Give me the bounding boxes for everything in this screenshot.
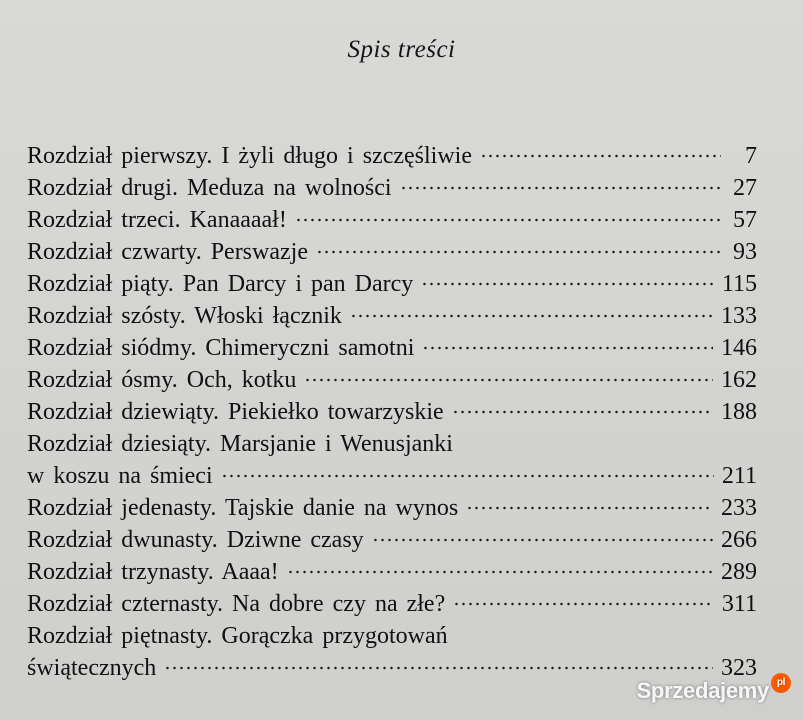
toc-entry bbox=[27, 332, 757, 364]
dot-leader bbox=[164, 666, 713, 670]
toc-entry bbox=[27, 556, 757, 588]
toc-entry-line bbox=[27, 396, 757, 428]
dot-leader bbox=[295, 218, 721, 222]
toc-entry-title: Rozdział ósmy. Och, kotku bbox=[27, 367, 297, 393]
toc-entry-title: Rozdział piętnasty. Gorączka przygotowań bbox=[27, 623, 448, 649]
dot-leader bbox=[304, 378, 713, 382]
toc-page-number: 162 bbox=[721, 367, 757, 393]
watermark-text: Sprzedajemy bbox=[636, 678, 769, 703]
toc-entry bbox=[27, 428, 757, 492]
toc-entry-line bbox=[27, 300, 757, 332]
toc-entry-title: Rozdział dwunasty. Dziwne czasy bbox=[27, 527, 364, 553]
toc-entry bbox=[27, 492, 757, 524]
toc-entry-title: Rozdział trzeci. Kanaaaał! bbox=[27, 207, 287, 233]
toc-entry-line bbox=[27, 428, 757, 460]
toc-entry-line bbox=[27, 460, 757, 492]
toc-entry-line bbox=[27, 492, 757, 524]
dot-leader bbox=[452, 410, 713, 414]
toc-page-number: 233 bbox=[721, 495, 757, 521]
table-of-contents bbox=[27, 140, 757, 684]
watermark bbox=[637, 678, 791, 704]
toc-entry-title: Rozdział jedenasty. Tajskie danie na wynos bbox=[27, 495, 459, 521]
toc-entry-line bbox=[27, 556, 757, 588]
toc-entry-line bbox=[27, 332, 757, 364]
toc-entry-line bbox=[27, 236, 757, 268]
toc-entry-line bbox=[27, 140, 757, 172]
toc-entry bbox=[27, 236, 757, 268]
dot-leader bbox=[466, 506, 713, 510]
toc-entry bbox=[27, 364, 757, 396]
watermark-badge-icon: pl bbox=[771, 673, 791, 693]
toc-entry-title: Rozdział pierwszy. I żyli długo i szczęśliwie bbox=[27, 143, 472, 169]
toc-entry bbox=[27, 524, 757, 556]
toc-entry-line bbox=[27, 172, 757, 204]
dot-leader bbox=[372, 538, 713, 542]
toc-entry-line bbox=[27, 364, 757, 396]
dot-leader bbox=[421, 282, 714, 286]
toc-entry-line bbox=[27, 620, 757, 652]
toc-entry bbox=[27, 300, 757, 332]
toc-entry-line bbox=[27, 204, 757, 236]
dot-leader bbox=[453, 602, 714, 606]
dot-leader bbox=[400, 186, 721, 190]
toc-entry-title: Rozdział drugi. Meduza na wolności bbox=[27, 175, 392, 201]
toc-entry-title: w koszu na śmieci bbox=[27, 463, 213, 489]
toc-entry-title: Rozdział dziesiąty. Marsjanie i Wenusjanki bbox=[27, 431, 453, 457]
toc-entry bbox=[27, 204, 757, 236]
toc-page-number: 133 bbox=[721, 303, 757, 329]
toc-entry-title: Rozdział czternasty. Na dobre czy na złe? bbox=[27, 591, 446, 617]
toc-entry-title: Rozdział szósty. Włoski łącznik bbox=[27, 303, 342, 329]
toc-entry bbox=[27, 396, 757, 428]
toc-page-number: 27 bbox=[733, 175, 757, 201]
dot-leader bbox=[287, 570, 713, 574]
toc-entry-line bbox=[27, 524, 757, 556]
toc-entry-title: Rozdział dziewiąty. Piekiełko towarzyskie bbox=[27, 399, 444, 425]
dot-leader bbox=[422, 346, 713, 350]
toc-entry-line bbox=[27, 268, 757, 300]
toc-entry bbox=[27, 268, 757, 300]
toc-entry bbox=[27, 620, 757, 684]
toc-entry-title: Rozdział czwarty. Perswazje bbox=[27, 239, 308, 265]
dot-leader bbox=[316, 250, 721, 254]
toc-page-number: 289 bbox=[721, 559, 757, 585]
toc-page-number: 311 bbox=[721, 591, 757, 617]
toc-entry-title: świątecznych bbox=[27, 655, 157, 681]
toc-page-number: 266 bbox=[721, 527, 757, 553]
toc-page-number: 115 bbox=[721, 271, 757, 297]
toc-page-number: 93 bbox=[733, 239, 757, 265]
toc-page-number: 57 bbox=[733, 207, 757, 233]
toc-entry-title: Rozdział piąty. Pan Darcy i pan Darcy bbox=[27, 271, 414, 297]
toc-page-number: 146 bbox=[721, 335, 757, 361]
toc-entry bbox=[27, 588, 757, 620]
dot-leader bbox=[480, 154, 721, 158]
dot-leader bbox=[350, 314, 713, 318]
page-title: Spis treści bbox=[347, 36, 456, 63]
toc-page-number: 188 bbox=[721, 399, 757, 425]
toc-page-number: 211 bbox=[721, 463, 757, 489]
toc-entry-title: Rozdział trzynasty. Aaaa! bbox=[27, 559, 279, 585]
toc-page-number: 7 bbox=[745, 143, 757, 169]
toc-entry-line bbox=[27, 588, 757, 620]
toc-entry-title: Rozdział siódmy. Chimeryczni samotni bbox=[27, 335, 415, 361]
dot-leader bbox=[221, 474, 714, 478]
toc-entry bbox=[27, 140, 757, 172]
toc-entry bbox=[27, 172, 757, 204]
toc-page-number: 323 bbox=[721, 655, 757, 681]
